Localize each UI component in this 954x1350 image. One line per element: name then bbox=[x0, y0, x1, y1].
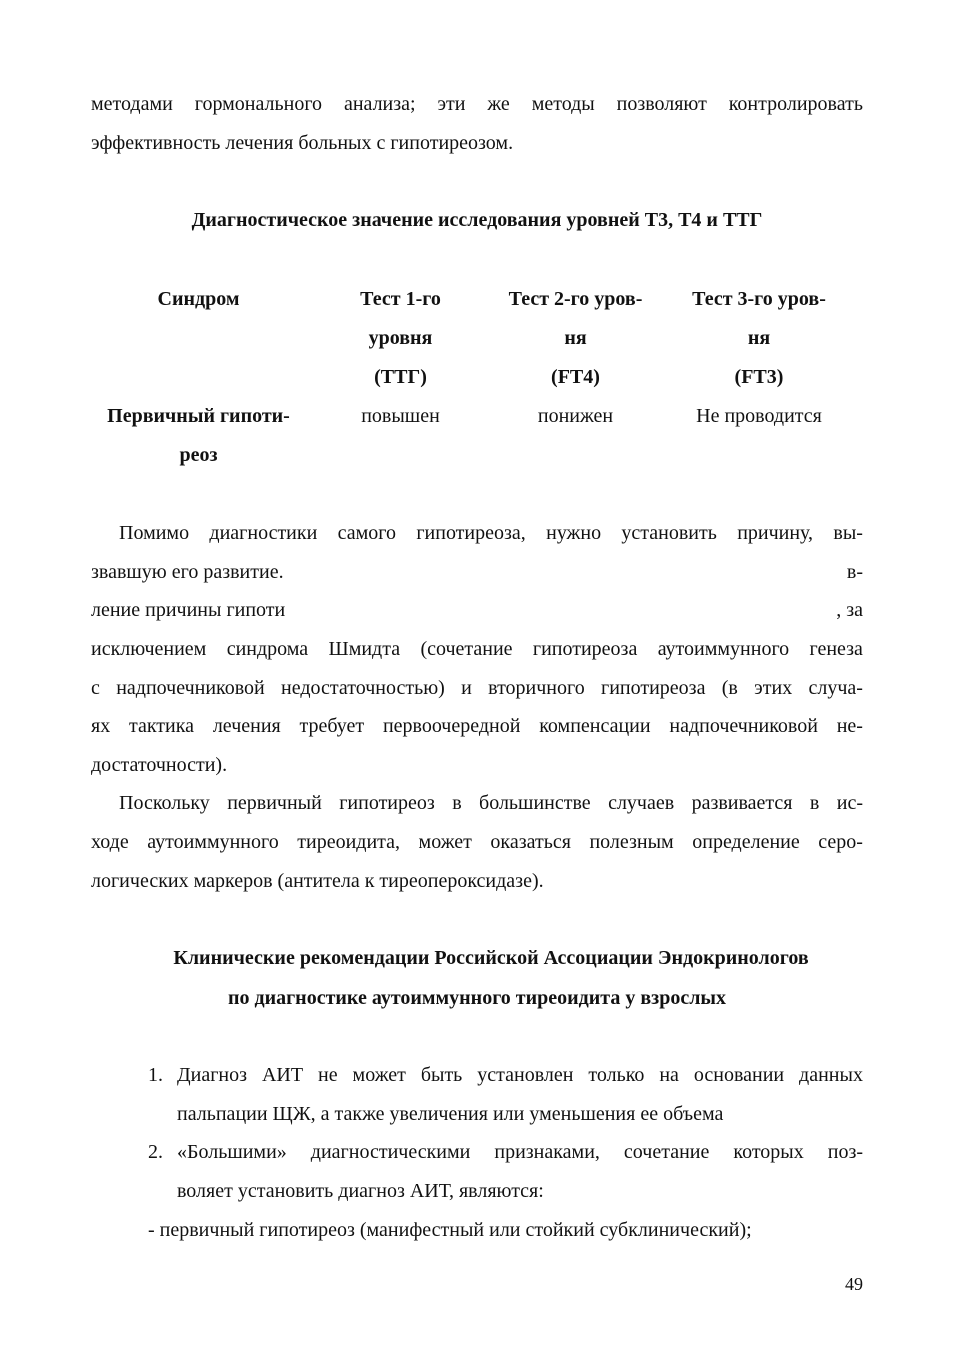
table-cell-syndrome-line1: Первичный гипоти- bbox=[107, 405, 290, 427]
word: нужно bbox=[546, 522, 602, 544]
section-heading-line-2: по диагностике аутоиммунного тиреоидита у взрослых bbox=[227, 987, 727, 1009]
word: Поскольку bbox=[119, 792, 210, 814]
word: которых bbox=[733, 1141, 804, 1163]
para1-line-2-left: звавшую его развитие. bbox=[91, 561, 284, 583]
word: гипотиреоза bbox=[601, 677, 706, 699]
word: Помимо bbox=[119, 522, 190, 544]
word: надпочечниковой bbox=[669, 715, 818, 737]
list-item-2-line-2: воляет установить диагноз АИТ, являются: bbox=[177, 1180, 544, 1202]
para1-line-6 bbox=[91, 714, 863, 738]
para1-line-4 bbox=[91, 637, 863, 661]
list-item-2-line-1 bbox=[177, 1140, 863, 1164]
word: причину, bbox=[737, 522, 814, 544]
word: развивается bbox=[691, 792, 793, 814]
table-header-test1-line2: уровня bbox=[368, 327, 433, 349]
section-heading-line-1: Клинические рекомендации Российской Ассоциации Эндокринологов bbox=[173, 947, 809, 969]
word: случа- bbox=[808, 677, 863, 699]
table-header-test3-line1: Тест 3-го уров- bbox=[692, 288, 826, 310]
word: исключением bbox=[91, 638, 207, 660]
word: полезным bbox=[589, 831, 674, 853]
list-item-2-number: 2. bbox=[148, 1141, 163, 1163]
list-item-1-number: 1. bbox=[148, 1064, 163, 1086]
word: не- bbox=[836, 715, 863, 737]
word: сочетание bbox=[623, 1141, 710, 1163]
word: (сочетание bbox=[420, 638, 513, 660]
word: тактика bbox=[128, 715, 195, 737]
word: данных bbox=[799, 1064, 863, 1086]
word: аутоиммунного bbox=[147, 831, 279, 853]
word: ис- bbox=[836, 792, 863, 814]
para1-line-3-right: , за bbox=[836, 599, 863, 621]
word: быть bbox=[420, 1064, 463, 1086]
word: «Большими» bbox=[177, 1141, 287, 1163]
list-item-1-line-1 bbox=[177, 1063, 863, 1087]
word: синдрома bbox=[226, 638, 309, 660]
word: диагностическими bbox=[310, 1141, 471, 1163]
word: установить bbox=[621, 522, 717, 544]
word: позволяют bbox=[616, 93, 707, 115]
word: ях bbox=[91, 715, 111, 737]
word: аутоиммунного bbox=[657, 638, 790, 660]
word: оказаться bbox=[490, 831, 571, 853]
table-header-test3-line3: (FT3) bbox=[734, 366, 784, 388]
word: методы bbox=[531, 93, 595, 115]
word: лечения bbox=[212, 715, 281, 737]
word: с bbox=[91, 677, 100, 699]
para1-line-3-left: ление причины гипоти bbox=[91, 599, 286, 621]
intro-line-1 bbox=[91, 92, 863, 116]
word: основании bbox=[693, 1064, 785, 1086]
word: только bbox=[588, 1064, 645, 1086]
word: первоочередной bbox=[382, 715, 521, 737]
word: может bbox=[352, 1064, 406, 1086]
table-header-test3-line2: ня bbox=[747, 327, 771, 349]
word: случаев bbox=[608, 792, 675, 814]
para1-line-5 bbox=[91, 676, 863, 700]
word: в bbox=[452, 792, 462, 814]
word: в bbox=[809, 792, 820, 814]
word: признаками, bbox=[494, 1141, 600, 1163]
word: вторичного bbox=[488, 677, 585, 699]
word: большинстве bbox=[479, 792, 591, 814]
table-header-test1-line1: Тест 1-го bbox=[360, 288, 441, 310]
word: поз- bbox=[827, 1141, 863, 1163]
word: самого bbox=[337, 522, 396, 544]
table-header-test2-line2: ня bbox=[564, 327, 587, 349]
word: гормонального bbox=[194, 93, 323, 115]
word: серо- bbox=[818, 831, 863, 853]
word: Диагноз bbox=[177, 1064, 248, 1086]
para2-line-3: логических маркеров (антитела к тиреопероксидазе). bbox=[91, 870, 544, 892]
table-cell-ft4: понижен bbox=[537, 405, 614, 427]
word: АИТ bbox=[261, 1064, 304, 1086]
word: установлен bbox=[477, 1064, 574, 1086]
word: Шмидта bbox=[328, 638, 401, 660]
list-item-1-line-2: пальпации ЩЖ, а также увеличения или уменьшения ее объема bbox=[177, 1103, 724, 1125]
word: контролировать bbox=[728, 93, 863, 115]
word: методами bbox=[91, 93, 173, 115]
word: гипотиреоз bbox=[339, 792, 435, 814]
table-header-test1-line3: (ТТГ) bbox=[374, 366, 427, 388]
intro-line-2: эффективность лечения больных с гипотиреозом. bbox=[91, 132, 514, 154]
word: же bbox=[487, 93, 510, 115]
dash-list-item: - первичный гипотиреоз (манифестный или стойкий субклинический); bbox=[148, 1219, 752, 1241]
word: может bbox=[418, 831, 472, 853]
word: тиреоидита, bbox=[297, 831, 401, 853]
word: не bbox=[318, 1064, 338, 1086]
word: определение bbox=[692, 831, 800, 853]
para2-line-1 bbox=[119, 791, 863, 815]
para2-line-2 bbox=[91, 830, 863, 854]
table-cell-syndrome-line2: реоз bbox=[179, 444, 218, 466]
para1-line-1 bbox=[119, 521, 863, 545]
table-cell-ttg: повышен bbox=[361, 405, 440, 427]
word: на bbox=[659, 1064, 679, 1086]
word: генеза bbox=[809, 638, 863, 660]
table-header-test2-line3: (FT4) bbox=[551, 366, 600, 388]
word: и bbox=[461, 677, 472, 699]
word: первичный bbox=[227, 792, 322, 814]
word: ходе bbox=[91, 831, 129, 853]
word: гипотиреоза bbox=[532, 638, 638, 660]
word: эти bbox=[437, 93, 466, 115]
table-header-test2-line1: Тест 2-го уров- bbox=[508, 288, 643, 310]
word: требует bbox=[299, 715, 365, 737]
word: этих bbox=[754, 677, 793, 699]
word: анализа; bbox=[343, 93, 416, 115]
table-header-syndrome: Синдром bbox=[157, 288, 240, 310]
word: (в bbox=[721, 677, 738, 699]
word: надпочечниковой bbox=[116, 677, 265, 699]
page-number: 49 bbox=[845, 1274, 863, 1294]
word: недостаточностью) bbox=[281, 677, 445, 699]
para1-line-7: достаточности). bbox=[91, 754, 228, 776]
word: компенсации bbox=[539, 715, 651, 737]
table-title: Диагностическое значение исследования уровней Т3, Т4 и ТТГ bbox=[191, 209, 763, 231]
table-cell-ft3: Не проводится bbox=[696, 405, 822, 427]
word: гипотиреоза, bbox=[416, 522, 526, 544]
para1-line-2-right: в- bbox=[846, 561, 863, 583]
word: вы- bbox=[833, 522, 863, 544]
word: диагностики bbox=[209, 522, 318, 544]
